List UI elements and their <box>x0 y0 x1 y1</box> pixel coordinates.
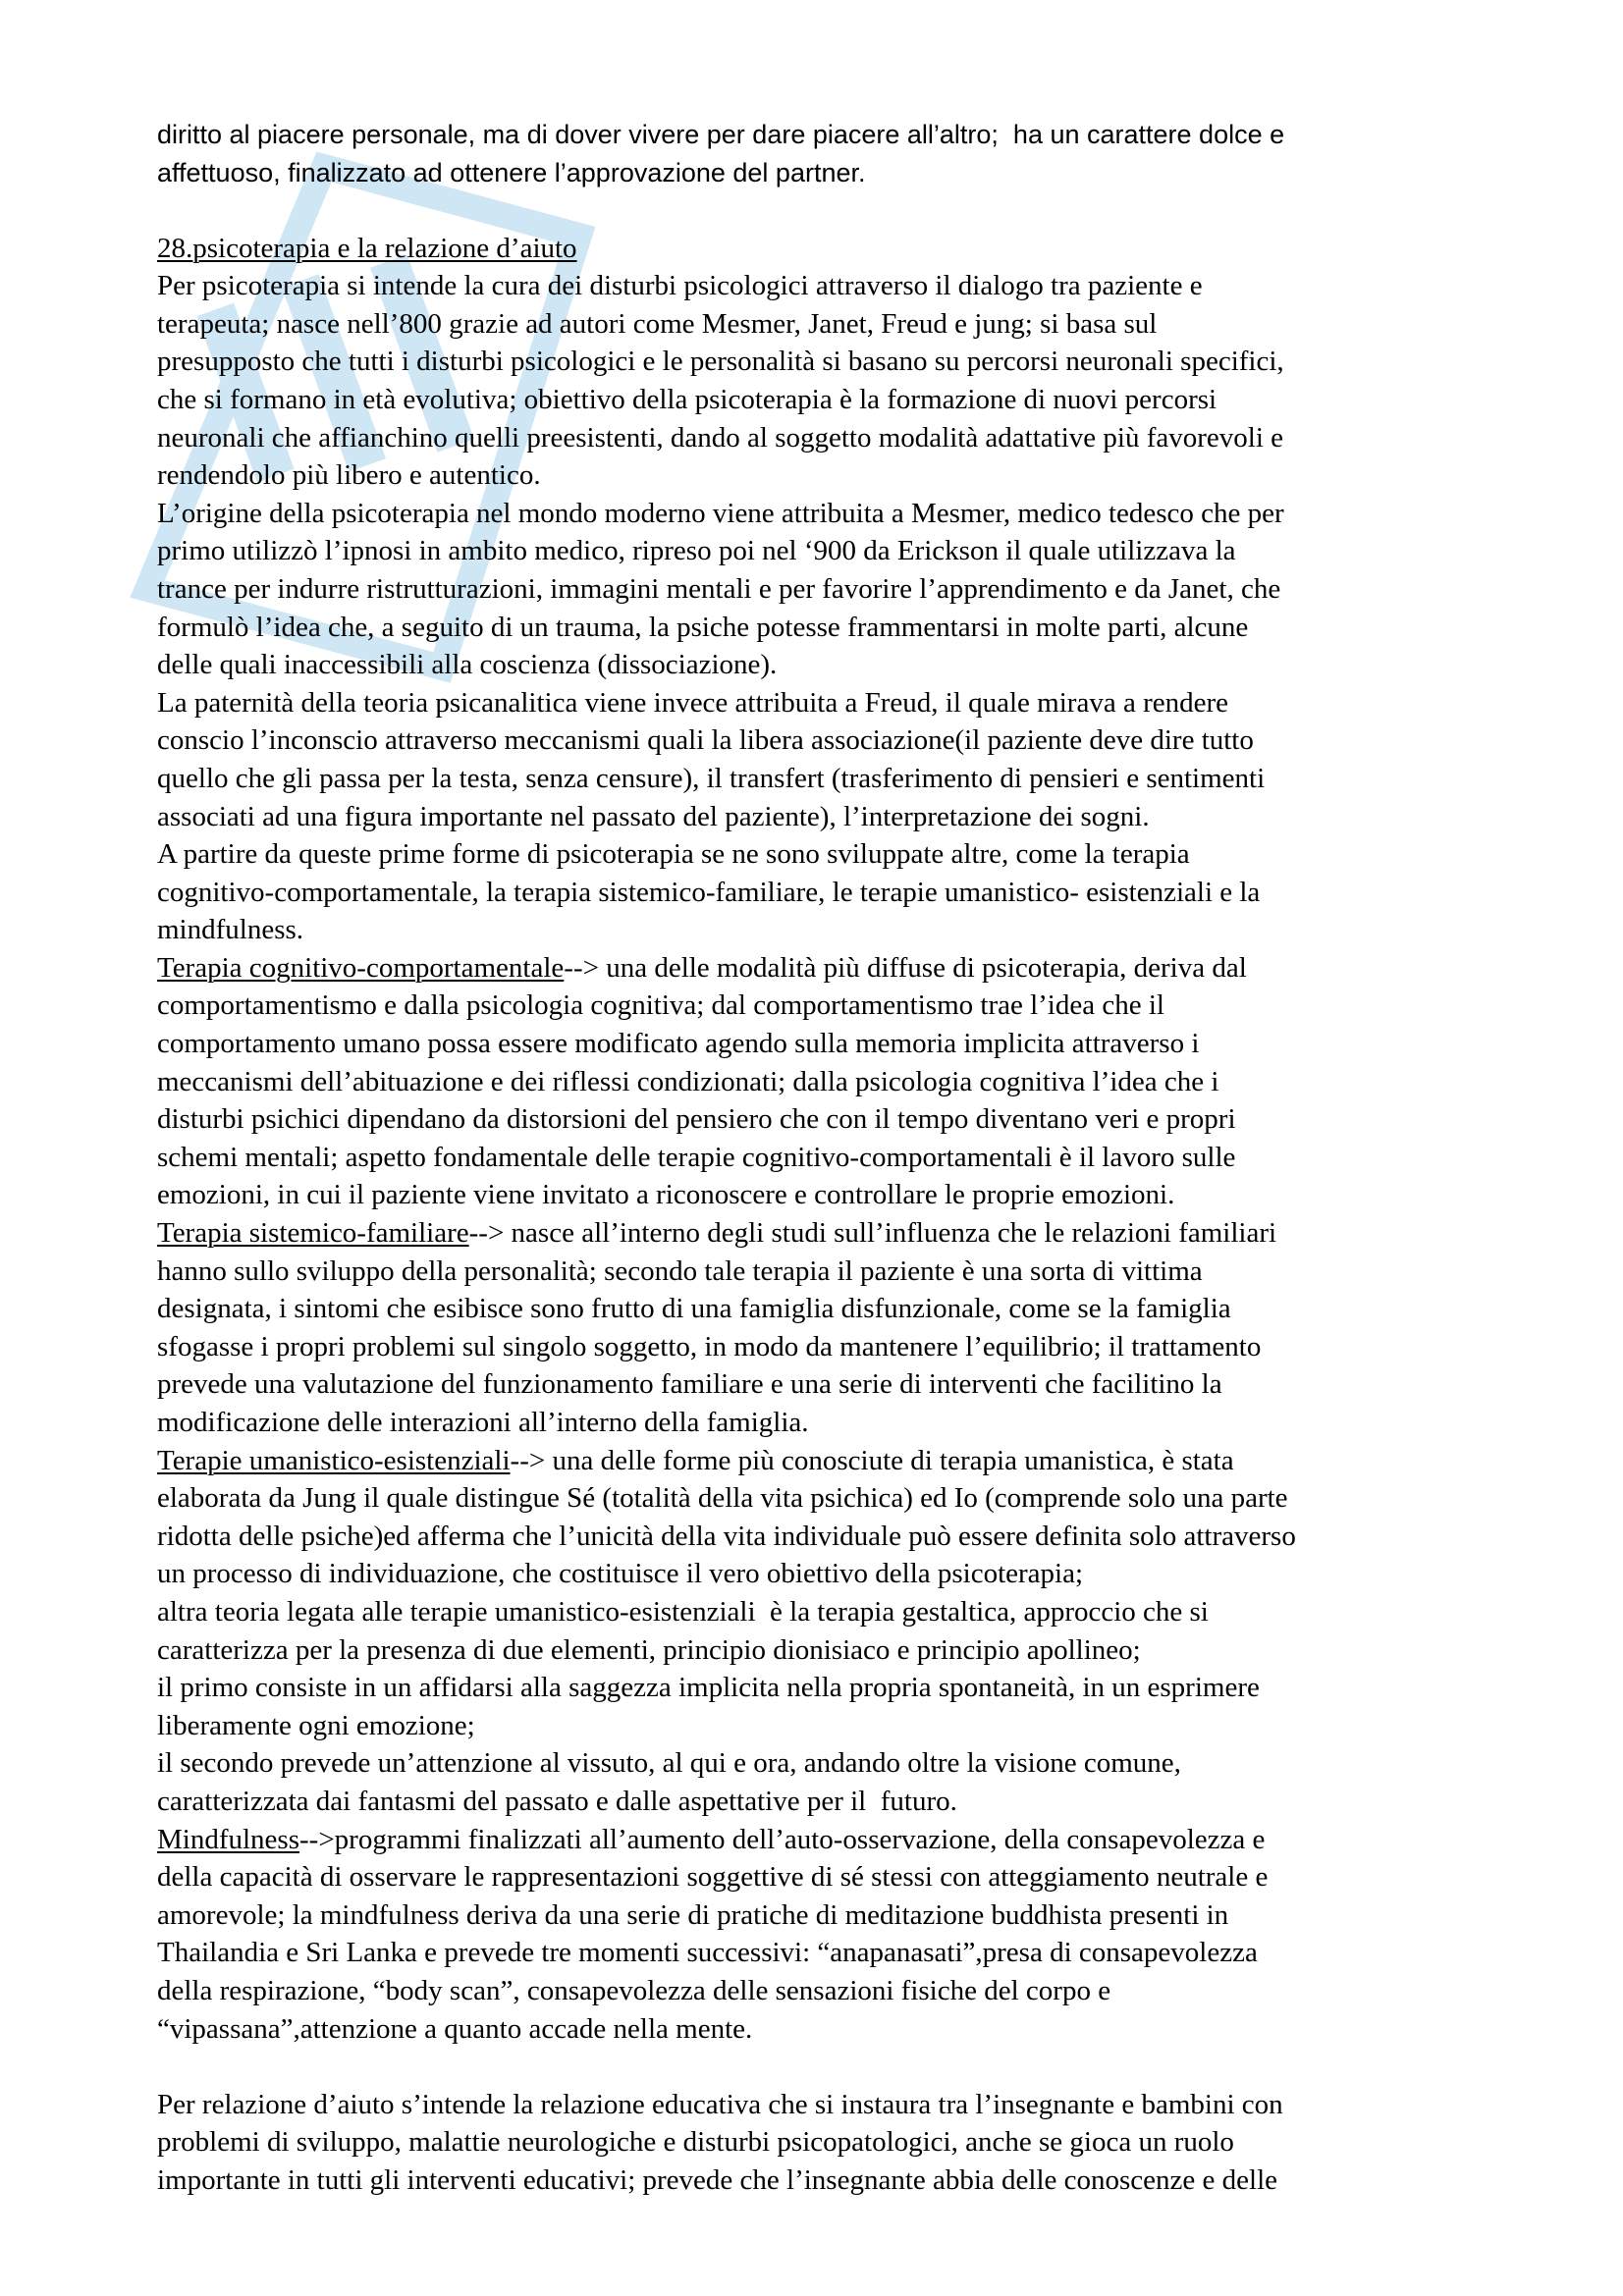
text-line: terapeuta; nasce nell’800 grazie ad autori come Mesmer, Janet, Freud e jung; si basa sul <box>157 307 1158 340</box>
text-line <box>157 1214 1492 1253</box>
text-line: amorevole; la mindfulness deriva da una serie di pratiche di meditazione buddhista presenti in <box>157 1898 1229 1931</box>
text-line: della capacità di osservare le rappresentazioni soggettive di sé stessi con atteggiamento neutrale e <box>157 1861 1269 1894</box>
text-line: altra teoria legata alle terapie umanistico-esistenziali è la terapia gestaltica, approccio che si <box>157 1595 1209 1628</box>
text-line: Thailandia e Sri Lanka e prevede tre momenti successivi: “anapanasati”,presa di consapevolezza <box>157 1937 1258 1969</box>
closing-paragraph <box>157 2086 1492 2200</box>
text-line: Per psicoterapia si intende la cura dei disturbi psicologici attraverso il dialogo tra paziente e <box>157 270 1203 302</box>
therapy-title: Terapia sistemico-familiare <box>157 1217 469 1250</box>
text-line: diritto al piacere personale, ma di dover vivere per dare piacere all’altro; ha un carattere dolce e <box>157 120 1285 149</box>
text-line: un processo di individuazione, che costituisce il vero obiettivo della psicoterapia; <box>157 1558 1084 1590</box>
text-line: designata, i sintomi che esibisce sono frutto di una famiglia disfunzionale, come se la famiglia <box>157 1293 1231 1325</box>
section-28 <box>157 230 1492 2200</box>
text-line: conscio l’inconscio attraverso meccanismi quali la libera associazione(il paziente deve dire tutto <box>157 724 1254 757</box>
text-line: trance per indurre ristrutturazioni, immagini mentali e per favorire l’apprendimento e da Janet, che <box>157 572 1281 605</box>
text-line: ridotta delle psiche)ed afferma che l’unicità della vita individuale può essere definita solo attraverso <box>157 1520 1296 1552</box>
text-line <box>157 949 1492 988</box>
text-line: hanno sullo sviluppo della personalità; secondo tale terapia il paziente è una sorta di vittima <box>157 1255 1203 1287</box>
therapy-mindfulness <box>157 1821 1492 2049</box>
text-line: “vipassana”,attenzione a quanto accade nella mente. <box>157 2012 753 2045</box>
text-line: elaborata da Jung il quale distingue Sé (totalità della vita psichica) ed Io (comprende solo una parte <box>157 1482 1288 1515</box>
text-line: primo utilizzò l’ipnosi in ambito medico, ripreso poi nel ‘900 da Erickson il quale utilizzava la <box>157 535 1236 567</box>
text-line: A partire da queste prime forme di psicoterapia se ne sono sviluppate altre, come la terapia <box>157 838 1190 871</box>
section-heading <box>157 230 1492 268</box>
text-line: associati ad una figura importante nel passato del paziente), l’interpretazione dei sogni. <box>157 800 1150 832</box>
document-body <box>157 116 1492 2199</box>
section-heading-text: 28.psicoterapia e la relazione d’aiuto <box>157 232 577 264</box>
text-line: quello che gli passa per la testa, senza censure), il transfert (trasferimento di pensieri e sentimenti <box>157 762 1266 794</box>
text-line: cognitivo-comportamentale, la terapia sistemico-familiare, le terapie umanistico- esistenziali e la <box>157 876 1261 908</box>
therapy-intro: --> una delle forme più conosciute di terapia umanistica, è stata <box>510 1444 1234 1476</box>
text-line: il primo consiste in un affidarsi alla saggezza implicita nella propria spontaneità, in un esprimere <box>157 1672 1260 1704</box>
text-line: della respirazione, “body scan”, consapevolezza delle sensazioni fisiche del corpo e <box>157 1974 1111 2006</box>
text-line: schemi mentali; aspetto fondamentale delle terapie cognitivo-comportamentali è il lavoro sulle <box>157 1141 1236 1173</box>
text-line: meccanismi dell’abituazione e dei riflessi condizionati; dalla psicologia cognitiva l’idea che i <box>157 1065 1219 1097</box>
therapy-title: Mindfulness <box>157 1823 299 1855</box>
therapy-title: Terapie umanistico-esistenziali <box>157 1444 511 1476</box>
text-line: il secondo prevede un’attenzione al vissuto, al qui e ora, andando oltre la visione comune, <box>157 1747 1181 1780</box>
text-line: L’origine della psicoterapia nel mondo moderno viene attribuita a Mesmer, medico tedesco che per <box>157 497 1284 529</box>
text-line: modificazione delle interazioni all’interno della famiglia. <box>157 1407 809 1438</box>
text-line: presupposto che tutti i disturbi psicologici e le personalità si basano su percorsi neuronali specifici, <box>157 346 1284 378</box>
text-line: La paternità della teoria psicanalitica viene invece attribuita a Freud, il quale mirava a rendere <box>157 686 1228 719</box>
text-line: rendendolo più libero e autentico. <box>157 459 541 492</box>
therapy-intro: --> una delle modalità più diffuse di psicoterapia, deriva dal <box>564 951 1247 984</box>
therapy-humanistic-existential <box>157 1442 1492 1821</box>
intro-paragraph <box>157 267 1492 949</box>
text-line: che si formano in età evolutiva; obiettivo della psicoterapia è la formazione di nuovi percorsi <box>157 383 1217 415</box>
text-line: problemi di sviluppo, malattie neurologiche e disturbi psicopatologici, anche se gioca un ruolo <box>157 2126 1234 2159</box>
text-line: comportamentismo e dalla psicologia cognitiva; dal comportamentismo trae l’idea che il <box>157 989 1164 1022</box>
therapy-intro: -->programmi finalizzati all’aumento dell’auto-osservazione, della consapevolezza e <box>299 1823 1266 1855</box>
therapy-intro: --> nasce all’interno degli studi sull’influenza che le relazioni familiari <box>468 1217 1277 1250</box>
text-line: disturbi psichici dipendano da distorsioni del pensiero che con il tempo diventano veri e propri <box>157 1103 1236 1136</box>
text-line <box>157 1821 1492 1859</box>
text-line <box>157 1442 1492 1480</box>
text-line: formulò l’idea che, a seguito di un trauma, la psiche potesse frammentarsi in molte parti, alcune <box>157 611 1249 643</box>
text-line: emozioni, in cui il paziente viene invitato a riconoscere e controllare le proprie emozioni. <box>157 1179 1175 1211</box>
text-line: caratterizzata dai fantasmi del passato e dalle aspettative per il futuro. <box>157 1785 957 1817</box>
text-line: affettuoso, finalizzato ad ottenere l’approvazione del partner. <box>157 157 866 187</box>
text-line: Per relazione d’aiuto s’intende la relazione educativa che si instaura tra l’insegnante e bambini con <box>157 2088 1283 2120</box>
text-line: prevede una valutazione del funzionamento familiare e una serie di interventi che facilitino la <box>157 1368 1222 1401</box>
text-line: neuronali che affianchino quelli preesistenti, dando al soggetto modalità adattative più favorevoli e <box>157 421 1284 454</box>
text-line: caratterizza per la presenza di due elementi, principio dionisiaco e principio apollineo; <box>157 1633 1141 1666</box>
text-line: comportamento umano possa essere modificato agendo sulla memoria implicita attraverso i <box>157 1028 1200 1060</box>
therapy-cognitive-behavioral <box>157 949 1492 1214</box>
text-line: mindfulness. <box>157 914 304 946</box>
therapy-systemic-family <box>157 1214 1492 1442</box>
text-line: importante in tutti gli interventi educativi; prevede che l’insegnante abbia delle conoscenze e delle <box>157 2163 1278 2196</box>
text-line: liberamente ogni emozione; <box>157 1709 475 1741</box>
continued-paragraph <box>157 116 1492 191</box>
text-line: delle quali inaccessibili alla coscienza (dissociazione). <box>157 649 778 681</box>
text-line: sfogasse i propri problemi sul singolo soggetto, in modo da mantenere l’equilibrio; il trattamento <box>157 1330 1262 1362</box>
therapy-title: Terapia cognitivo-comportamentale <box>157 951 565 984</box>
